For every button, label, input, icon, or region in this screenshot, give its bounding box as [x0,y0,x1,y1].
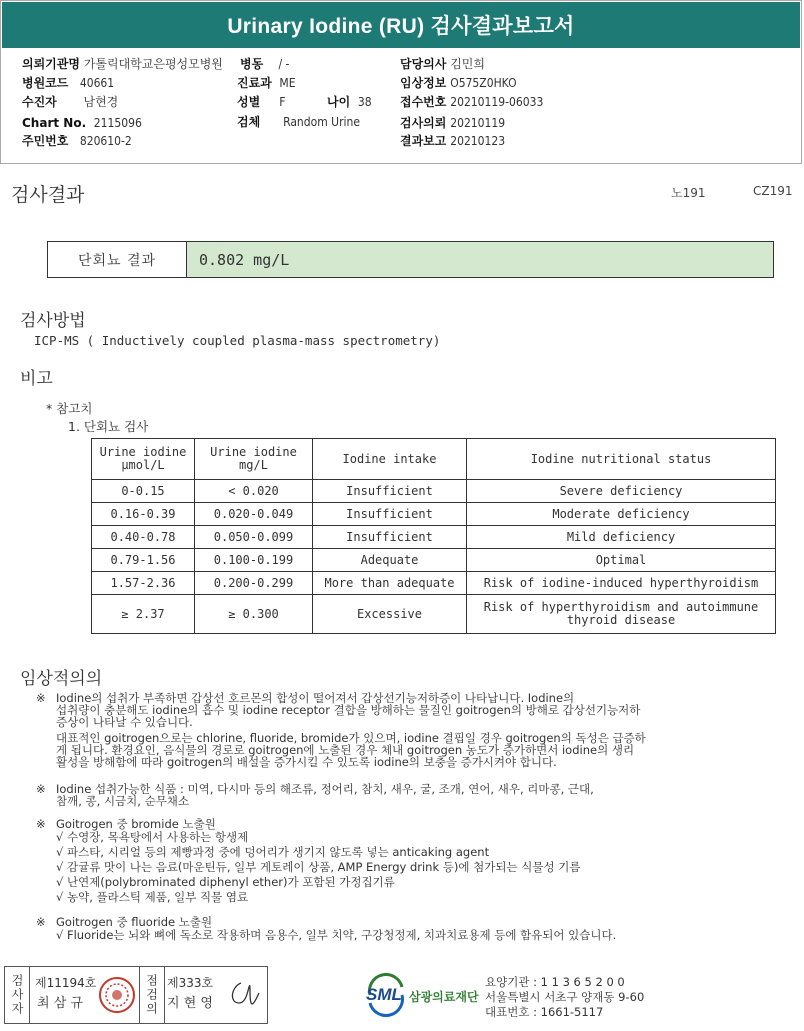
field-department: 진료과 ME [237,76,296,90]
clinical-line: 대표적인 goitrogen으로는 chlorine, fluoride, bromide가 있으며, iodine 결핍일 경우 goitrogen의 독성은 급증하 [56,731,646,745]
reference-sub-label: 1. 단회뇨 검사 [68,419,149,434]
table-cell: Excessive [313,595,467,634]
table-cell: Optimal [467,549,776,572]
field-accession-no: 접수번호 20210119-06033 [400,95,544,109]
table-cell: More than adequate [313,572,467,595]
result-value: 0.802 mg/L [187,242,773,277]
clinical-line: √ 감귤류 맛이 나는 음료(마운틴듀, 일부 게토레이 상품, AMP Energy drink 등)에 첨가되는 식물성 기름 [56,860,581,874]
clinical-line: 증상이 나타날 수 있습니다. [56,715,193,729]
reviewer-label: 점검의 [139,967,165,1023]
field-report-date: 결과보고 20210123 [400,134,506,148]
field-requesting-org: 의뢰기관명 가톨릭대학교은평성모병원 [22,57,223,71]
logo-text: SML [366,985,402,1004]
reference-table-header [92,439,776,480]
results-section-title: 검사결과 [11,184,85,206]
table-row [92,526,776,549]
table-cell: Insufficient [313,480,467,503]
organization-phone: 대표번호 : 1661-5117 [485,1005,604,1019]
table-cell: 0.79-1.56 [92,549,195,572]
clinical-line: 게 됩니다. 환경요인, 음식물의 경로로 goitrogen에 노출된 경우 체내 goitrogen 농도가 증가하면서 iodine의 생리 [56,743,635,757]
result-label: 단회뇨 결과 [48,242,187,277]
table-row [92,572,776,595]
report-title: Urinary Iodine (RU) 검사결과보고서 [2,2,800,48]
table-cell: Risk of hyperthyroidism and autoimmune thyroid disease [467,595,776,634]
reviewer-license-no: 제333호 [167,976,214,990]
tester-label: 검사자 [5,967,30,1023]
organization-address: 서울특별시 서초구 양재동 9-60 [485,990,645,1004]
table-cell: Insufficient [313,526,467,549]
reference-label: * 참고치 [46,401,93,416]
tester-name: 최 삼 규 [37,996,83,1011]
table-cell: Mild deficiency [467,526,776,549]
field-sex: 성별 F [237,95,286,109]
col-header-status: Iodine nutritional status [467,439,776,480]
table-cell: Insufficient [313,503,467,526]
institution-code: 요양기관 : 1 1 3 6 5 2 0 0 [485,975,625,989]
field-specimen: 검체 Random Urine [237,115,361,129]
table-cell: 0.100-0.199 [195,549,313,572]
organization-name: 삼광의료재단 [409,990,479,1004]
field-resident-no: 주민번호 820610-2 [22,134,132,148]
field-age: 나이 38 [327,95,372,109]
table-cell: Moderate deficiency [467,503,776,526]
table-row [92,480,776,503]
table-cell: 0.020-0.049 [195,503,313,526]
table-cell: ≥ 0.300 [195,595,313,634]
table-cell: ≥ 2.37 [92,595,195,634]
signature-box [4,966,268,1024]
field-clinical-info: 임상정보 O575Z0HKO [400,76,517,90]
table-cell: 1.57-2.36 [92,572,195,595]
clinical-line: 참깨, 콩, 시금치, 순무채소 [56,794,190,808]
reviewer-name: 지 현 영 [167,996,213,1011]
clinical-line: ※ Iodine의 섭취가 부족하면 갑상선 호르몬의 합성이 떨어져서 갑상선기능저하증이 나타납니다. Iodine의 [36,691,575,705]
table-cell: Adequate [313,549,467,572]
table-row [92,549,776,572]
method-text: ICP-MS ( Inductively coupled plasma-mass spectrometry) [34,333,441,348]
clinical-line: ※ Iodine 섭취가능한 식품 : 미역, 다시마 등의 해조류, 정어리, 참치, 새우, 굴, 조개, 연어, 새우, 리마콩, 근대, [36,782,594,796]
field-ward: 병동 / - [240,57,290,71]
signature-icon [227,977,263,1011]
clinical-line: √ 난연제(polybrominated diphenyl ether)가 포함된 가정집기류 [56,875,395,889]
official-seal-icon [97,975,137,1015]
col-header-intake: Iodine intake [313,439,467,480]
table-cell: 0.40-0.78 [92,526,195,549]
clinical-line: ※ Goitrogen 중 fluoride 노출원 [36,915,213,929]
clinical-line: 섭취량이 충분해도 iodine의 흡수 및 iodine receptor 결합을 방해하는 물질인 goitrogen의 방해로 갑상선기능저하 [56,703,641,717]
tester-license-no: 제11194호 [35,976,97,990]
sml-logo [364,973,504,1017]
clinical-line: ※ Goitrogen 중 bromide 노출원 [36,817,216,831]
test-code-2: CZ191 [753,184,793,198]
result-box [47,241,774,278]
field-hospital-code: 병원코드 40661 [22,76,115,90]
table-cell: Severe deficiency [467,480,776,503]
table-cell: < 0.020 [195,480,313,503]
table-row [92,503,776,526]
table-cell: 0-0.15 [92,480,195,503]
field-chart-no: Chart No. 2115096 [22,116,142,130]
clinical-paragraph-1 [36,692,646,768]
field-physician: 담당의사 김민희 [400,57,485,71]
table-cell: Risk of iodine-induced hyperthyroidism [467,572,776,595]
clinical-line: √ 농약, 플라스틱 제품, 일부 직물 염료 [56,890,249,904]
test-code-1: 노191 [671,186,706,200]
clinical-line: √ Fluoride는 뇌와 뼈에 독소로 작용하며 음용수, 일부 치약, 구강청정제, 치과치료용제 등에 함유되어 있습니다. [56,928,617,942]
clinical-paragraph-4 [36,916,616,943]
clinical-paragraph-2 [36,783,594,807]
clinical-line: √ 수영장, 목욕탕에서 사용하는 항생제 [56,830,249,844]
col-header-mg: Urine iodine mg/L [195,439,313,480]
field-patient-name: 수진자 남현경 [22,95,119,109]
reference-table [91,438,776,634]
field-request-date: 검사의뢰 20210119 [400,116,506,130]
clinical-paragraph-3 [36,818,580,905]
table-cell: 0.050-0.099 [195,526,313,549]
clinical-line: √ 파스타, 시리얼 등의 제빵과정 중에 덩어리가 생기지 않도록 넣는 anticaking agent [56,845,490,859]
clinical-line: 활성을 방해함에 따라 goitrogen의 배설을 증가시킬 수 있도록 iodine의 보충을 증가시켜야 합니다. [56,755,557,769]
clinical-title: 임상적의의 [20,669,103,689]
remarks-title: 비고 [20,369,53,389]
col-header-umol: Urine iodine μmol/L [92,439,195,480]
table-row [92,595,776,634]
table-cell: 0.200-0.299 [195,572,313,595]
table-cell: 0.16-0.39 [92,503,195,526]
method-title: 검사방법 [20,311,86,331]
